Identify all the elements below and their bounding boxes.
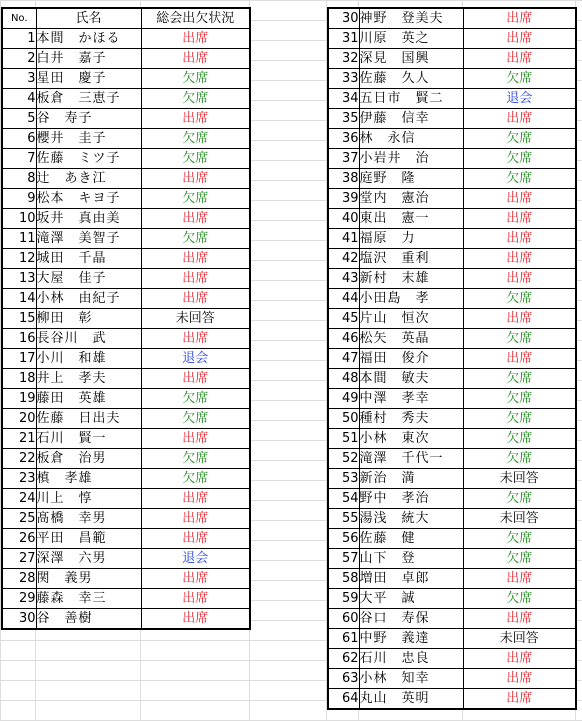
row-number-cell[interactable]: 46 <box>328 329 359 349</box>
row-number-cell[interactable]: 47 <box>328 349 359 369</box>
table-row <box>2 189 250 209</box>
attendance-status-cell[interactable]: 出席 <box>463 569 576 589</box>
attendance-status-cell[interactable]: 出席 <box>463 249 576 269</box>
member-name-cell[interactable]: 滝澤 美智子 <box>36 229 141 249</box>
member-name-cell[interactable]: 神野 登美夫 <box>359 8 463 29</box>
attendance-status-cell[interactable]: 出席 <box>141 529 250 549</box>
row-number-cell[interactable]: 4 <box>2 89 36 109</box>
attendance-status-cell[interactable]: 未回答 <box>463 509 576 529</box>
attendance-status-cell[interactable]: 出席 <box>141 429 250 449</box>
attendance-status-cell[interactable]: 欠席 <box>141 409 250 429</box>
table-row <box>328 469 576 489</box>
attendance-status-cell[interactable]: 欠席 <box>141 69 250 89</box>
table-row <box>328 269 576 289</box>
attendance-status-cell[interactable]: 欠席 <box>141 449 250 469</box>
row-number-cell[interactable]: 15 <box>2 309 36 329</box>
attendance-status-cell[interactable]: 欠席 <box>463 429 576 449</box>
attendance-status-cell[interactable]: 出席 <box>141 369 250 389</box>
row-number-cell[interactable]: 20 <box>2 409 36 429</box>
row-number-cell[interactable]: 31 <box>328 29 359 49</box>
row-number-cell[interactable]: 23 <box>2 469 36 489</box>
table-row <box>328 169 576 189</box>
row-number-cell[interactable]: 38 <box>328 169 359 189</box>
row-number-cell[interactable]: 10 <box>2 209 36 229</box>
member-name-cell[interactable]: 本間 かほる <box>36 29 141 49</box>
header-name[interactable]: 氏名 <box>36 8 141 29</box>
attendance-status-cell[interactable]: 出席 <box>141 569 250 589</box>
row-number-cell[interactable]: 63 <box>328 669 359 689</box>
attendance-status-cell[interactable]: 出席 <box>141 489 250 509</box>
attendance-status-cell[interactable]: 出席 <box>141 249 250 269</box>
member-name-cell[interactable]: 野中 孝治 <box>359 489 463 509</box>
attendance-status-cell[interactable]: 未回答 <box>463 469 576 489</box>
attendance-status-cell[interactable]: 退会 <box>141 549 250 569</box>
row-number-cell[interactable]: 2 <box>2 49 36 69</box>
attendance-status-cell[interactable]: 出席 <box>141 609 250 630</box>
table-row <box>328 349 576 369</box>
member-name-cell[interactable]: 種村 秀夫 <box>359 409 463 429</box>
attendance-status-cell[interactable]: 出席 <box>141 509 250 529</box>
attendance-status-cell[interactable]: 未回答 <box>463 629 576 649</box>
row-number-cell[interactable]: 56 <box>328 529 359 549</box>
table-row <box>328 629 576 649</box>
member-name-cell[interactable]: 平田 昌範 <box>36 529 141 549</box>
table-row <box>328 149 576 169</box>
attendance-status-cell[interactable]: 欠席 <box>141 149 250 169</box>
table-row <box>328 29 576 49</box>
member-name-cell[interactable]: 小林 東次 <box>359 429 463 449</box>
attendance-status-cell[interactable]: 欠席 <box>463 69 576 89</box>
table-row <box>328 309 576 329</box>
row-number-cell[interactable]: 44 <box>328 289 359 309</box>
attendance-status-cell[interactable]: 欠席 <box>463 529 576 549</box>
table-row <box>2 109 250 129</box>
table-row <box>2 309 250 329</box>
attendance-status-cell[interactable]: 出席 <box>141 49 250 69</box>
member-name-cell[interactable]: 佐藤 日出夫 <box>36 409 141 429</box>
row-number-cell[interactable]: 17 <box>2 349 36 369</box>
attendance-status-cell[interactable]: 出席 <box>141 109 250 129</box>
row-number-cell[interactable]: 30 <box>2 609 36 630</box>
member-name-cell[interactable]: 佐藤 ミツ子 <box>36 149 141 169</box>
attendance-status-cell[interactable]: 欠席 <box>463 329 576 349</box>
attendance-status-cell[interactable]: 出席 <box>141 589 250 609</box>
table-row <box>2 609 250 630</box>
table-row <box>328 249 576 269</box>
attendance-status-cell[interactable]: 出席 <box>141 169 250 189</box>
row-number-cell[interactable]: 37 <box>328 149 359 169</box>
member-name-cell[interactable]: 星田 慶子 <box>36 69 141 89</box>
row-number-cell[interactable]: 29 <box>2 589 36 609</box>
attendance-status-cell[interactable]: 欠席 <box>463 389 576 409</box>
member-name-cell[interactable]: 深澤 六男 <box>36 549 141 569</box>
attendance-status-cell[interactable]: 出席 <box>463 349 576 369</box>
member-name-cell[interactable]: 小川 和雄 <box>36 349 141 369</box>
attendance-status-cell[interactable]: 欠席 <box>141 129 250 149</box>
member-name-cell[interactable]: 小林 知幸 <box>359 669 463 689</box>
table-row <box>2 149 250 169</box>
row-number-cell[interactable]: 32 <box>328 49 359 69</box>
row-number-cell[interactable]: 3 <box>2 69 36 89</box>
attendance-status-cell[interactable]: 欠席 <box>463 489 576 509</box>
member-name-cell[interactable]: 松矢 英晶 <box>359 329 463 349</box>
member-name-cell[interactable]: 佐藤 久人 <box>359 69 463 89</box>
member-name-cell[interactable]: 川原 英之 <box>359 29 463 49</box>
table-row <box>328 669 576 689</box>
table-row <box>328 589 576 609</box>
table-row <box>328 209 576 229</box>
member-name-cell[interactable]: 深見 国興 <box>359 49 463 69</box>
table-row <box>2 589 250 609</box>
member-name-cell[interactable]: 城田 千晶 <box>36 249 141 269</box>
attendance-status-cell[interactable]: 出席 <box>463 29 576 49</box>
attendance-status-cell[interactable]: 出席 <box>463 669 576 689</box>
member-name-cell[interactable]: 川上 惇 <box>36 489 141 509</box>
row-number-cell[interactable]: 54 <box>328 489 359 509</box>
member-name-cell[interactable]: 谷 善樹 <box>36 609 141 630</box>
member-name-cell[interactable]: 伊藤 信幸 <box>359 109 463 129</box>
row-number-cell[interactable]: 33 <box>328 69 359 89</box>
table-row <box>328 509 576 529</box>
row-number-cell[interactable]: 18 <box>2 369 36 389</box>
row-number-cell[interactable]: 49 <box>328 389 359 409</box>
row-number-cell[interactable]: 16 <box>2 329 36 349</box>
table-row <box>328 449 576 469</box>
row-number-cell[interactable]: 59 <box>328 589 359 609</box>
member-name-cell[interactable]: 庭野 隆 <box>359 169 463 189</box>
header-status[interactable]: 総会出欠状況 <box>141 8 250 29</box>
row-number-cell[interactable]: 12 <box>2 249 36 269</box>
row-number-cell[interactable]: 6 <box>2 129 36 149</box>
row-number-cell[interactable]: 24 <box>2 489 36 509</box>
table-row <box>328 189 576 209</box>
member-name-cell[interactable]: 櫻井 圭子 <box>36 129 141 149</box>
table-row <box>2 89 250 109</box>
row-number-cell[interactable]: 19 <box>2 389 36 409</box>
table-row <box>2 129 250 149</box>
member-name-cell[interactable]: 井上 孝夫 <box>36 369 141 389</box>
row-number-cell[interactable]: 62 <box>328 649 359 669</box>
row-number-cell[interactable]: 7 <box>2 149 36 169</box>
row-number-cell[interactable]: 40 <box>328 209 359 229</box>
member-name-cell[interactable]: 長谷川 武 <box>36 329 141 349</box>
table-row <box>2 489 250 509</box>
row-number-cell[interactable]: 26 <box>2 529 36 549</box>
row-number-cell[interactable]: 61 <box>328 629 359 649</box>
table-row <box>2 69 250 89</box>
attendance-status-cell[interactable]: 出席 <box>141 269 250 289</box>
table-row <box>2 369 250 389</box>
member-name-cell[interactable]: 新治 満 <box>359 469 463 489</box>
attendance-table-right <box>327 7 577 710</box>
member-name-cell[interactable]: 塩沢 重利 <box>359 249 463 269</box>
row-number-cell[interactable]: 55 <box>328 509 359 529</box>
row-number-cell[interactable]: 52 <box>328 449 359 469</box>
member-name-cell[interactable]: 関 義男 <box>36 569 141 589</box>
member-name-cell[interactable]: 藤森 幸三 <box>36 589 141 609</box>
table-row <box>2 389 250 409</box>
table-row <box>2 449 250 469</box>
attendance-status-cell[interactable]: 出席 <box>141 289 250 309</box>
attendance-status-cell[interactable]: 欠席 <box>463 369 576 389</box>
member-name-cell[interactable]: 林 永信 <box>359 129 463 149</box>
attendance-status-cell[interactable]: 欠席 <box>463 449 576 469</box>
row-number-cell[interactable]: 34 <box>328 89 359 109</box>
member-name-cell[interactable]: 福田 俊介 <box>359 349 463 369</box>
table-row <box>328 109 576 129</box>
member-name-cell[interactable]: 堂内 憲治 <box>359 189 463 209</box>
table-row <box>2 329 250 349</box>
table-row <box>2 289 250 309</box>
row-number-cell[interactable]: 27 <box>2 549 36 569</box>
row-number-cell[interactable]: 58 <box>328 569 359 589</box>
member-name-cell[interactable]: 板倉 三恵子 <box>36 89 141 109</box>
row-number-cell[interactable]: 51 <box>328 429 359 449</box>
attendance-status-cell[interactable]: 出席 <box>463 689 576 710</box>
attendance-status-cell[interactable]: 欠席 <box>463 149 576 169</box>
attendance-status-cell[interactable]: 欠席 <box>463 409 576 429</box>
row-number-cell[interactable]: 5 <box>2 109 36 129</box>
row-number-cell[interactable]: 50 <box>328 409 359 429</box>
table-row <box>328 649 576 669</box>
table-row <box>328 229 576 249</box>
attendance-status-cell[interactable]: 欠席 <box>463 169 576 189</box>
row-number-cell[interactable]: 9 <box>2 189 36 209</box>
attendance-status-cell[interactable]: 欠席 <box>463 289 576 309</box>
table-row <box>328 329 576 349</box>
table-row <box>328 129 576 149</box>
member-name-cell[interactable]: 槙 孝雄 <box>36 469 141 489</box>
member-name-cell[interactable]: 谷 寿子 <box>36 109 141 129</box>
attendance-status-cell[interactable]: 欠席 <box>141 469 250 489</box>
table-row <box>328 609 576 629</box>
header-row <box>2 8 250 29</box>
attendance-status-cell[interactable]: 出席 <box>463 649 576 669</box>
member-name-cell[interactable]: 大平 誠 <box>359 589 463 609</box>
attendance-status-cell[interactable]: 出席 <box>141 29 250 49</box>
row-number-cell[interactable]: 8 <box>2 169 36 189</box>
member-name-cell[interactable]: 五日市 賢二 <box>359 89 463 109</box>
attendance-status-cell[interactable]: 出席 <box>463 209 576 229</box>
member-name-cell[interactable]: 石川 賢一 <box>36 429 141 449</box>
row-number-cell[interactable]: 21 <box>2 429 36 449</box>
member-name-cell[interactable]: 松本 キヨ子 <box>36 189 141 209</box>
attendance-status-cell[interactable]: 欠席 <box>463 129 576 149</box>
attendance-status-cell[interactable]: 退会 <box>463 89 576 109</box>
member-name-cell[interactable]: 湯浅 統大 <box>359 509 463 529</box>
table-row <box>2 229 250 249</box>
attendance-status-cell[interactable]: 欠席 <box>141 89 250 109</box>
row-number-cell[interactable]: 11 <box>2 229 36 249</box>
attendance-status-cell[interactable]: 出席 <box>141 329 250 349</box>
row-number-cell[interactable]: 25 <box>2 509 36 529</box>
row-number-cell[interactable]: 53 <box>328 469 359 489</box>
attendance-status-cell[interactable]: 出席 <box>463 309 576 329</box>
table-row <box>2 529 250 549</box>
attendance-status-cell[interactable]: 出席 <box>463 49 576 69</box>
table-row <box>328 369 576 389</box>
table-row <box>2 469 250 489</box>
row-number-cell[interactable]: 14 <box>2 289 36 309</box>
row-number-cell[interactable]: 57 <box>328 549 359 569</box>
member-name-cell[interactable]: 藤田 英雄 <box>36 389 141 409</box>
table-row <box>328 429 576 449</box>
table-row <box>2 509 250 529</box>
member-name-cell[interactable]: 小岩井 治 <box>359 149 463 169</box>
row-number-cell[interactable]: 41 <box>328 229 359 249</box>
row-number-cell[interactable]: 30 <box>328 8 359 29</box>
member-name-cell[interactable]: 小林 由紀子 <box>36 289 141 309</box>
table-row <box>2 409 250 429</box>
row-number-cell[interactable]: 22 <box>2 449 36 469</box>
table-row <box>2 29 250 49</box>
attendance-status-cell[interactable]: 出席 <box>463 229 576 249</box>
member-name-cell[interactable]: 滝澤 千代一 <box>359 449 463 469</box>
table-row <box>328 69 576 89</box>
attendance-status-cell[interactable]: 欠席 <box>463 549 576 569</box>
attendance-status-cell[interactable]: 欠席 <box>141 189 250 209</box>
table-row <box>328 389 576 409</box>
member-name-cell[interactable]: 佐藤 健 <box>359 529 463 549</box>
row-number-cell[interactable]: 45 <box>328 309 359 329</box>
member-name-cell[interactable]: 新村 末雄 <box>359 269 463 289</box>
table-row <box>2 169 250 189</box>
table-row <box>328 689 576 710</box>
table-row <box>2 429 250 449</box>
row-number-cell[interactable]: 39 <box>328 189 359 209</box>
row-number-cell[interactable]: 48 <box>328 369 359 389</box>
attendance-status-cell[interactable]: 未回答 <box>141 309 250 329</box>
attendance-status-cell[interactable]: 出席 <box>463 269 576 289</box>
table-row <box>328 549 576 569</box>
member-name-cell[interactable]: 坂井 真由美 <box>36 209 141 229</box>
attendance-status-cell[interactable]: 出席 <box>141 209 250 229</box>
table-row <box>328 569 576 589</box>
row-number-cell[interactable]: 42 <box>328 249 359 269</box>
member-name-cell[interactable]: 髙橋 幸男 <box>36 509 141 529</box>
attendance-status-cell[interactable]: 出席 <box>463 8 576 29</box>
table-row <box>2 349 250 369</box>
table-row <box>328 489 576 509</box>
attendance-table-left <box>1 7 251 630</box>
table-row <box>328 8 576 29</box>
row-number-cell[interactable]: 60 <box>328 609 359 629</box>
header-no[interactable]: No. <box>2 8 36 29</box>
member-name-cell[interactable]: 中野 義達 <box>359 629 463 649</box>
member-name-cell[interactable]: 柳田 彰 <box>36 309 141 329</box>
row-number-cell[interactable]: 28 <box>2 569 36 589</box>
member-name-cell[interactable]: 丸山 英明 <box>359 689 463 710</box>
member-name-cell[interactable]: 谷口 寿保 <box>359 609 463 629</box>
member-name-cell[interactable]: 山下 登 <box>359 549 463 569</box>
table-row <box>328 89 576 109</box>
member-name-cell[interactable]: 大屋 佳子 <box>36 269 141 289</box>
row-number-cell[interactable]: 13 <box>2 269 36 289</box>
member-name-cell[interactable]: 片山 恒次 <box>359 309 463 329</box>
row-number-cell[interactable]: 64 <box>328 689 359 710</box>
table-row <box>328 529 576 549</box>
table-row <box>2 209 250 229</box>
row-number-cell[interactable]: 36 <box>328 129 359 149</box>
attendance-status-cell[interactable]: 欠席 <box>141 229 250 249</box>
row-number-cell[interactable]: 35 <box>328 109 359 129</box>
member-name-cell[interactable]: 白井 嘉子 <box>36 49 141 69</box>
table-row <box>2 569 250 589</box>
attendance-status-cell[interactable]: 出席 <box>463 609 576 629</box>
attendance-status-cell[interactable]: 欠席 <box>463 589 576 609</box>
row-number-cell[interactable]: 43 <box>328 269 359 289</box>
table-row <box>328 409 576 429</box>
attendance-status-cell[interactable]: 退会 <box>141 349 250 369</box>
member-name-cell[interactable]: 東出 憲一 <box>359 209 463 229</box>
table-row <box>2 549 250 569</box>
table-row <box>328 49 576 69</box>
member-name-cell[interactable]: 福原 力 <box>359 229 463 249</box>
attendance-status-cell[interactable]: 欠席 <box>141 389 250 409</box>
attendance-status-cell[interactable]: 出席 <box>463 189 576 209</box>
member-name-cell[interactable]: 中澤 孝幸 <box>359 389 463 409</box>
table-row <box>2 49 250 69</box>
member-name-cell[interactable]: 小田島 孝 <box>359 289 463 309</box>
member-name-cell[interactable]: 辻 あき江 <box>36 169 141 189</box>
attendance-status-cell[interactable]: 出席 <box>463 109 576 129</box>
row-number-cell[interactable]: 1 <box>2 29 36 49</box>
table-row <box>328 289 576 309</box>
table-row <box>2 249 250 269</box>
table-row <box>2 269 250 289</box>
member-name-cell[interactable]: 本間 敏夫 <box>359 369 463 389</box>
member-name-cell[interactable]: 増田 卓郎 <box>359 569 463 589</box>
member-name-cell[interactable]: 板倉 治男 <box>36 449 141 469</box>
member-name-cell[interactable]: 石川 忠良 <box>359 649 463 669</box>
